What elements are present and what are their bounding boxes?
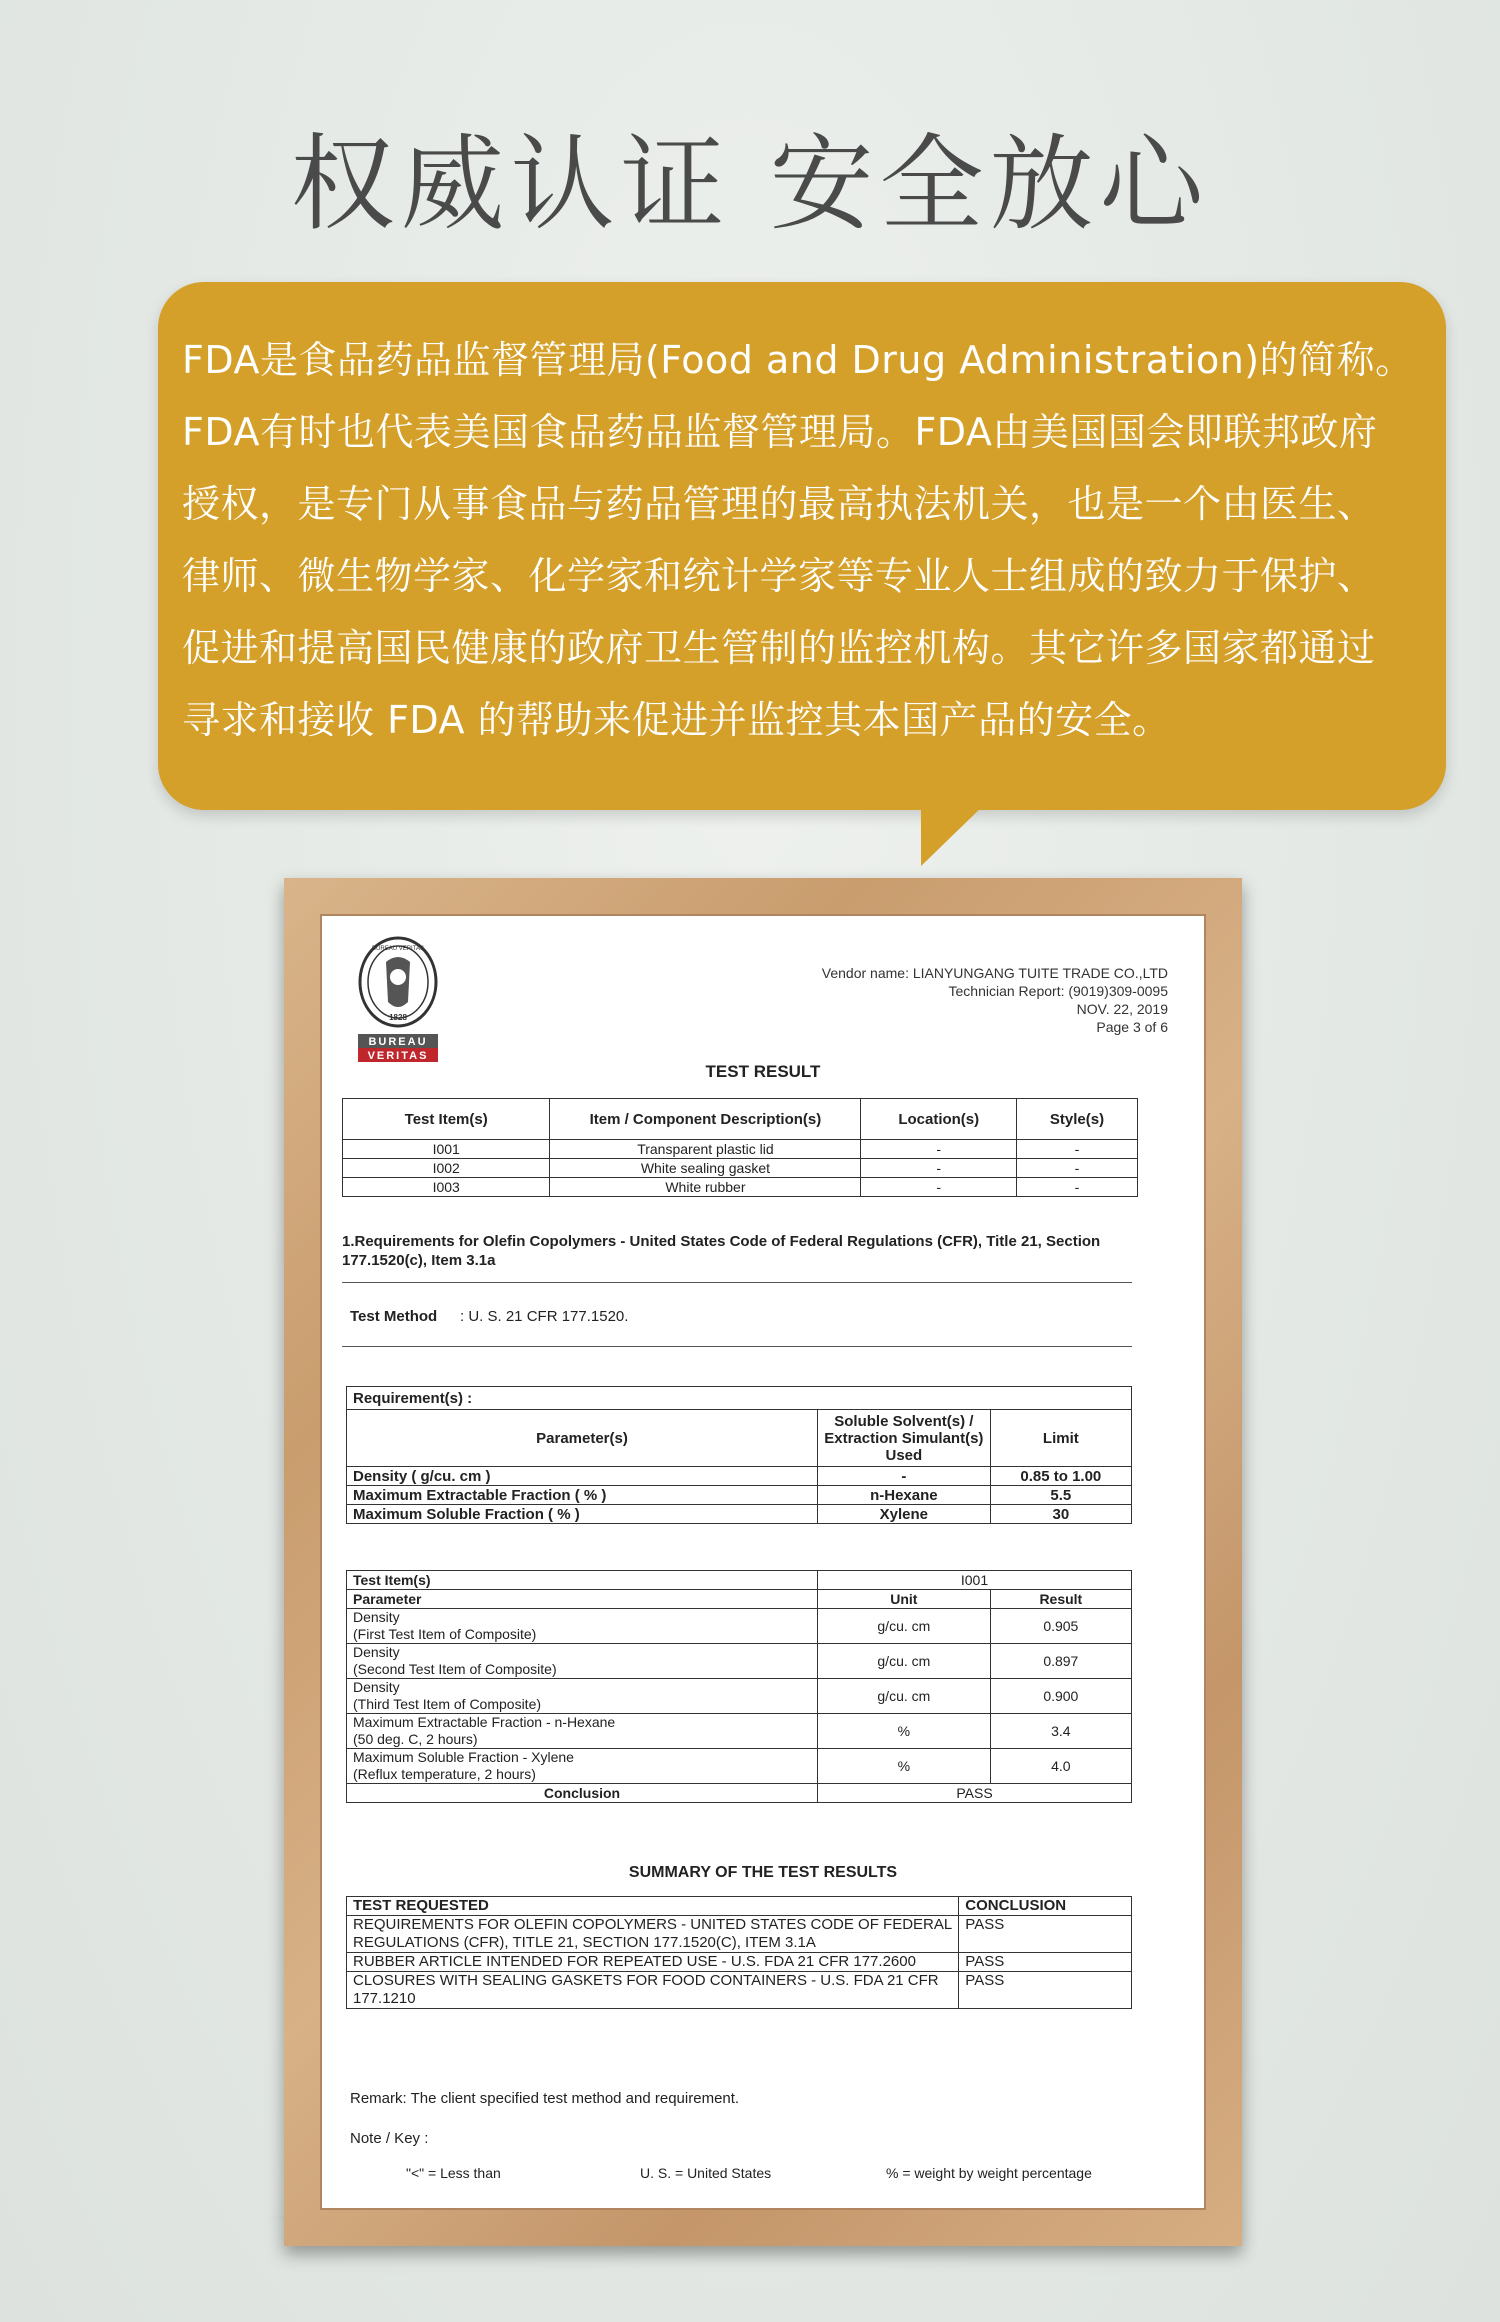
table-row: [347, 1679, 1132, 1714]
cell: -: [861, 1159, 1017, 1178]
col-header: Item / Component Description(s): [550, 1099, 861, 1140]
requirements-caption: Requirement(s) :: [347, 1387, 1132, 1410]
cell: g/cu. cm: [818, 1609, 991, 1644]
param-name: Density: [353, 1609, 400, 1625]
page-number: Page 3 of 6: [1096, 1019, 1168, 1035]
conclusion-value: PASS: [818, 1784, 1132, 1803]
test-item-value: I001: [818, 1571, 1132, 1590]
table-row: [347, 1953, 1132, 1972]
param-name: Maximum Soluble Fraction - Xylene: [353, 1749, 574, 1765]
col-header: Style(s): [1017, 1099, 1138, 1140]
cell: Xylene: [818, 1505, 991, 1524]
table-row: [343, 1140, 1138, 1159]
speech-bubble: [158, 282, 1446, 810]
cell: PASS: [959, 1916, 1132, 1953]
cell: -: [818, 1467, 991, 1486]
cell: Density ( g/cu. cm ): [347, 1467, 818, 1486]
cell: 3.4: [990, 1714, 1131, 1749]
technician-report: Technician Report: (9019)309-0095: [948, 983, 1168, 999]
note-item: % = weight by weight percentage: [886, 2165, 1092, 2181]
param-name: Density: [353, 1679, 400, 1695]
page-headline: 权威认证 安全放心: [290, 123, 1210, 245]
note-item: "<" = Less than: [406, 2165, 501, 2181]
cell: %: [818, 1714, 991, 1749]
cell: Maximum Extractable Fraction ( % ): [347, 1486, 818, 1505]
logo-year: 1828: [389, 1013, 407, 1022]
description-line: 律师、微生物学家、化学家和统计学家等专业人士组成的致力于保护、: [182, 554, 1376, 598]
param-note: (First Test Item of Composite): [353, 1626, 537, 1642]
vendor-info: [822, 964, 1168, 1036]
table-row: [347, 1714, 1132, 1749]
cell: 30: [990, 1505, 1131, 1524]
requirement-heading: 1.Requirements for Olefin Copolymers - United States Code of Federal Regulations (CFR), Title 21, Section 177.1520(c), Item 3.1a: [342, 1233, 1101, 1269]
col-header: Parameter: [347, 1590, 818, 1609]
cell: g/cu. cm: [818, 1679, 991, 1714]
col-header: CONCLUSION: [959, 1897, 1132, 1916]
table-row: [347, 1467, 1132, 1486]
test-report-document: [320, 914, 1206, 2210]
cell: -: [1017, 1140, 1138, 1159]
cell: 0.85 to 1.00: [990, 1467, 1131, 1486]
items-table: [342, 1098, 1138, 1197]
certificate-paper: [320, 914, 1206, 2210]
test-result-title: TEST RESULT: [705, 1062, 821, 1081]
param-name: Density: [353, 1644, 400, 1660]
col-header: Parameter(s): [347, 1410, 818, 1467]
logo-band-veritas: VERITAS: [367, 1050, 429, 1062]
param-note: (Third Test Item of Composite): [353, 1696, 542, 1712]
param-name: Maximum Extractable Fraction - n-Hexane: [353, 1714, 616, 1730]
param-note: (50 deg. C, 2 hours): [353, 1731, 478, 1747]
divider: [342, 1346, 1132, 1347]
table-row: [347, 1609, 1132, 1644]
cell: n-Hexane: [818, 1486, 991, 1505]
table-row: [343, 1178, 1138, 1197]
test-method: [350, 1308, 628, 1325]
description-line: FDA是食品药品监督管理局(Food and Drug Administration)的简称。: [182, 338, 1414, 382]
cell: 5.5: [990, 1486, 1131, 1505]
results-table: [346, 1570, 1132, 1803]
fda-description: [182, 324, 1432, 756]
cell: White sealing gasket: [550, 1159, 861, 1178]
col-header: Test Item(s): [343, 1099, 550, 1140]
logo-arc-text: BUREAU VERITAS: [372, 946, 424, 952]
cell: Transparent plastic lid: [550, 1140, 861, 1159]
col-header: Unit: [818, 1590, 991, 1609]
note-key: Note / Key :: [350, 2130, 429, 2147]
table-row: [347, 1505, 1132, 1524]
wooden-frame: [284, 878, 1242, 2246]
cell: I001: [343, 1140, 550, 1159]
cell: 0.905: [990, 1609, 1131, 1644]
col-header: Result: [990, 1590, 1131, 1609]
param-note: (Reflux temperature, 2 hours): [353, 1766, 536, 1782]
cell: g/cu. cm: [818, 1644, 991, 1679]
conclusion-label: Conclusion: [347, 1784, 818, 1803]
remark: Remark: The client specified test method and requirement.: [350, 2090, 740, 2107]
cell: PASS: [959, 1972, 1132, 2009]
table-row: [347, 1644, 1132, 1679]
table-row: [347, 1916, 1132, 1953]
summary-title: SUMMARY OF THE TEST RESULTS: [628, 1864, 898, 1881]
cell: -: [1017, 1178, 1138, 1197]
cell: I003: [343, 1178, 550, 1197]
table-row: [347, 1972, 1132, 2009]
cell: PASS: [959, 1953, 1132, 1972]
vendor-name: Vendor name: LIANYUNGANG TUITE TRADE CO.,LTD: [821, 965, 1168, 981]
table-row: [347, 1749, 1132, 1784]
cell: RUBBER ARTICLE INTENDED FOR REPEATED USE - U.S. FDA 21 CFR 177.2600: [347, 1953, 959, 1972]
test-method-label: Test Method: [350, 1308, 438, 1325]
cell: -: [861, 1140, 1017, 1159]
cell: White rubber: [550, 1178, 861, 1197]
cell: -: [1017, 1159, 1138, 1178]
col-header: Limit: [990, 1410, 1131, 1467]
description-line: 授权，是专门从事食品与药品管理的最高执法机关，也是一个由医生、: [182, 482, 1376, 526]
summary-table: [346, 1896, 1132, 2009]
cell: 0.900: [990, 1679, 1131, 1714]
table-row: [343, 1159, 1138, 1178]
report-date: NOV. 22, 2019: [1076, 1001, 1168, 1017]
description-line: 促进和提高国民健康的政府卫生管制的监控机构。其它许多国家都通过: [182, 626, 1376, 670]
col-header: Soluble Solvent(s) / Extraction Simulant(s) Used: [818, 1410, 991, 1467]
test-method-value: : U. S. 21 CFR 177.1520.: [460, 1308, 629, 1325]
bureau-veritas-logo: [348, 932, 448, 1068]
cell: %: [818, 1749, 991, 1784]
logo-band-bureau: BUREAU: [368, 1036, 428, 1048]
cell: CLOSURES WITH SEALING GASKETS FOR FOOD CONTAINERS - U.S. FDA 21 CFR 177.1210: [347, 1972, 959, 2009]
col-header: Location(s): [861, 1099, 1017, 1140]
description-line: 寻求和接收 FDA 的帮助来促进并监控其本国产品的安全。: [182, 698, 1171, 742]
cell: 0.897: [990, 1644, 1131, 1679]
cell: 4.0: [990, 1749, 1131, 1784]
test-item-label: Test Item(s): [347, 1571, 818, 1590]
description-line: FDA有时也代表美国食品药品监督管理局。FDA由美国国会即联邦政府: [182, 410, 1378, 454]
cell: -: [861, 1178, 1017, 1197]
divider: [342, 1282, 1132, 1283]
cell: I002: [343, 1159, 550, 1178]
cell: REQUIREMENTS FOR OLEFIN COPOLYMERS - UNITED STATES CODE OF FEDERAL REGULATIONS (CFR), TITLE 21, SECTION 177.1520(C), ITEM 3.1A: [347, 1916, 959, 1953]
col-header: TEST REQUESTED: [347, 1897, 959, 1916]
requirements-table: [346, 1386, 1132, 1524]
table-row: [347, 1486, 1132, 1505]
cell: Maximum Soluble Fraction ( % ): [347, 1505, 818, 1524]
note-item: U. S. = United States: [640, 2165, 772, 2181]
param-note: (Second Test Item of Composite): [353, 1661, 557, 1677]
